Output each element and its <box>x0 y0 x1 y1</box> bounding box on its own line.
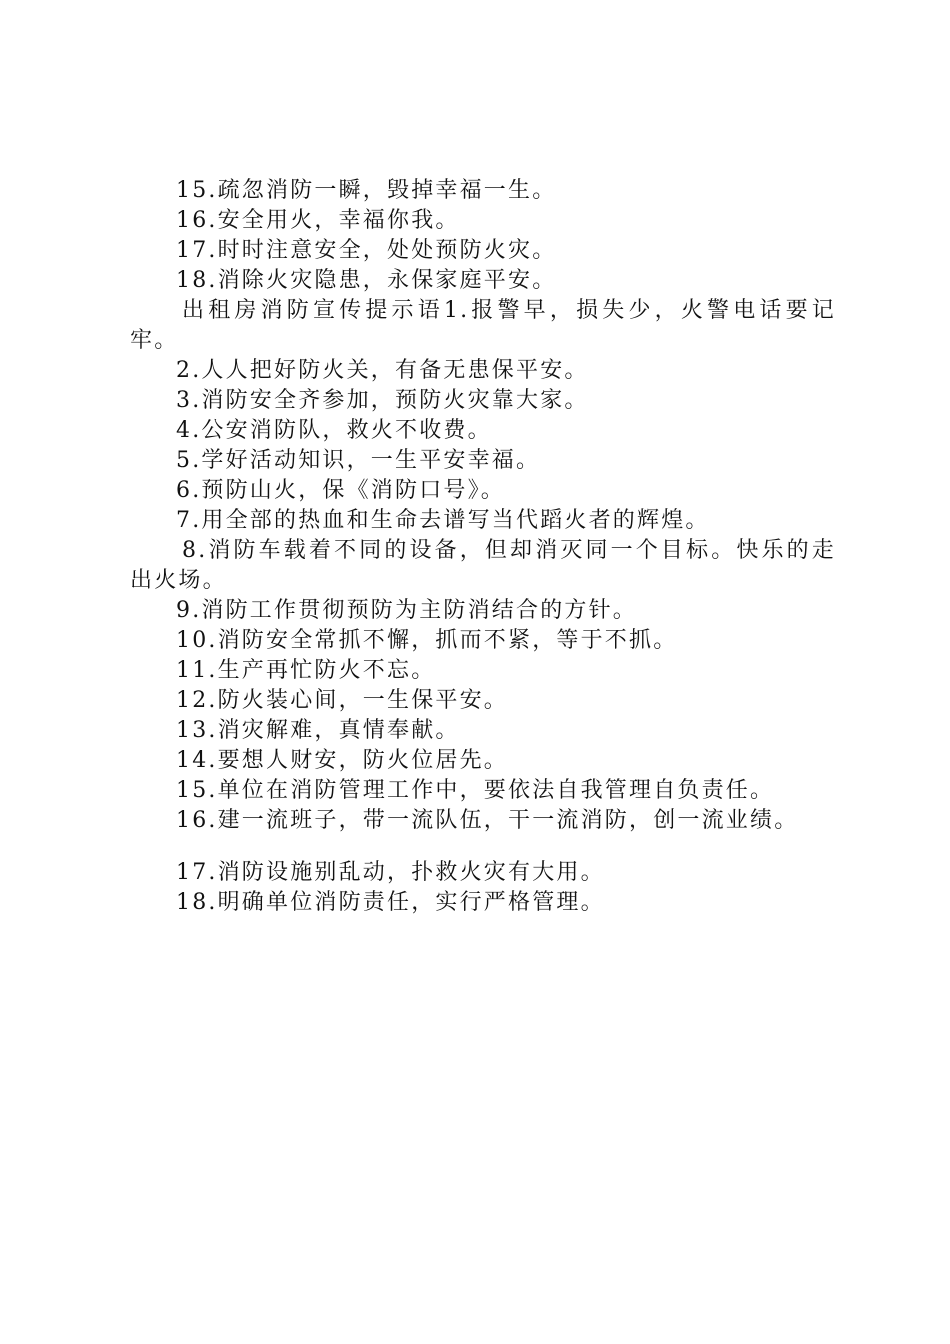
paragraph-line: 4.公安消防队，救火不收费。 <box>176 418 492 443</box>
paragraph-line: 16.建一流班子，带一流队伍，干一流消防，创一流业绩。 <box>176 808 799 833</box>
paragraph-line: 14.要想人财安，防火位居先。 <box>176 748 508 773</box>
paragraph-line: 18.明确单位消防责任，实行严格管理。 <box>176 890 605 915</box>
paragraph-line: 6.预防山火，保《消防口号》。 <box>176 478 505 503</box>
paragraph-line: 10.消防安全常抓不懈，抓而不紧，等于不抓。 <box>176 628 678 653</box>
paragraph-line: 15.单位在消防管理工作中，要依法自我管理自负责任。 <box>176 778 775 803</box>
paragraph-line: 17.消防设施别乱动，扑救火灾有大用。 <box>176 860 605 885</box>
paragraph-line: 15.疏忽消防一瞬，毁掉幸福一生。 <box>176 178 557 203</box>
paragraph-line: 11.生产再忙防火不忘。 <box>176 658 436 683</box>
paragraph-line: 18.消除火灾隐患，永保家庭平安。 <box>176 268 557 293</box>
paragraph-spacer <box>130 836 836 858</box>
paragraph-line: 2.人人把好防火关，有备无患保平安。 <box>176 358 589 383</box>
paragraph-line: 16.安全用火，幸福你我。 <box>176 208 460 233</box>
paragraph-line: 9.消防工作贯彻预防为主防消结合的方针。 <box>176 598 637 623</box>
paragraph-line-wrapped: 8.消防车载着不同的设备，但却消灭同一个目标。快乐的走出火场。 <box>130 538 836 593</box>
paragraph-line: 13.消灾解难，真情奉献。 <box>176 718 460 743</box>
paragraph-heading-line: 出租房消防宣传提示语1.报警早，损失少，火警电话要记牢。 <box>130 298 836 353</box>
paragraph-line: 5.学好活动知识，一生平安幸福。 <box>176 448 541 473</box>
paragraph-line: 3.消防安全齐参加，预防火灾靠大家。 <box>176 388 589 413</box>
paragraph-line: 17.时时注意安全，处处预防火灾。 <box>176 238 557 263</box>
paragraph-line: 7.用全部的热血和生命去谱写当代蹈火者的辉煌。 <box>176 508 710 533</box>
paragraph-line: 12.防火装心间，一生保平安。 <box>176 688 508 713</box>
document-body <box>130 176 836 918</box>
